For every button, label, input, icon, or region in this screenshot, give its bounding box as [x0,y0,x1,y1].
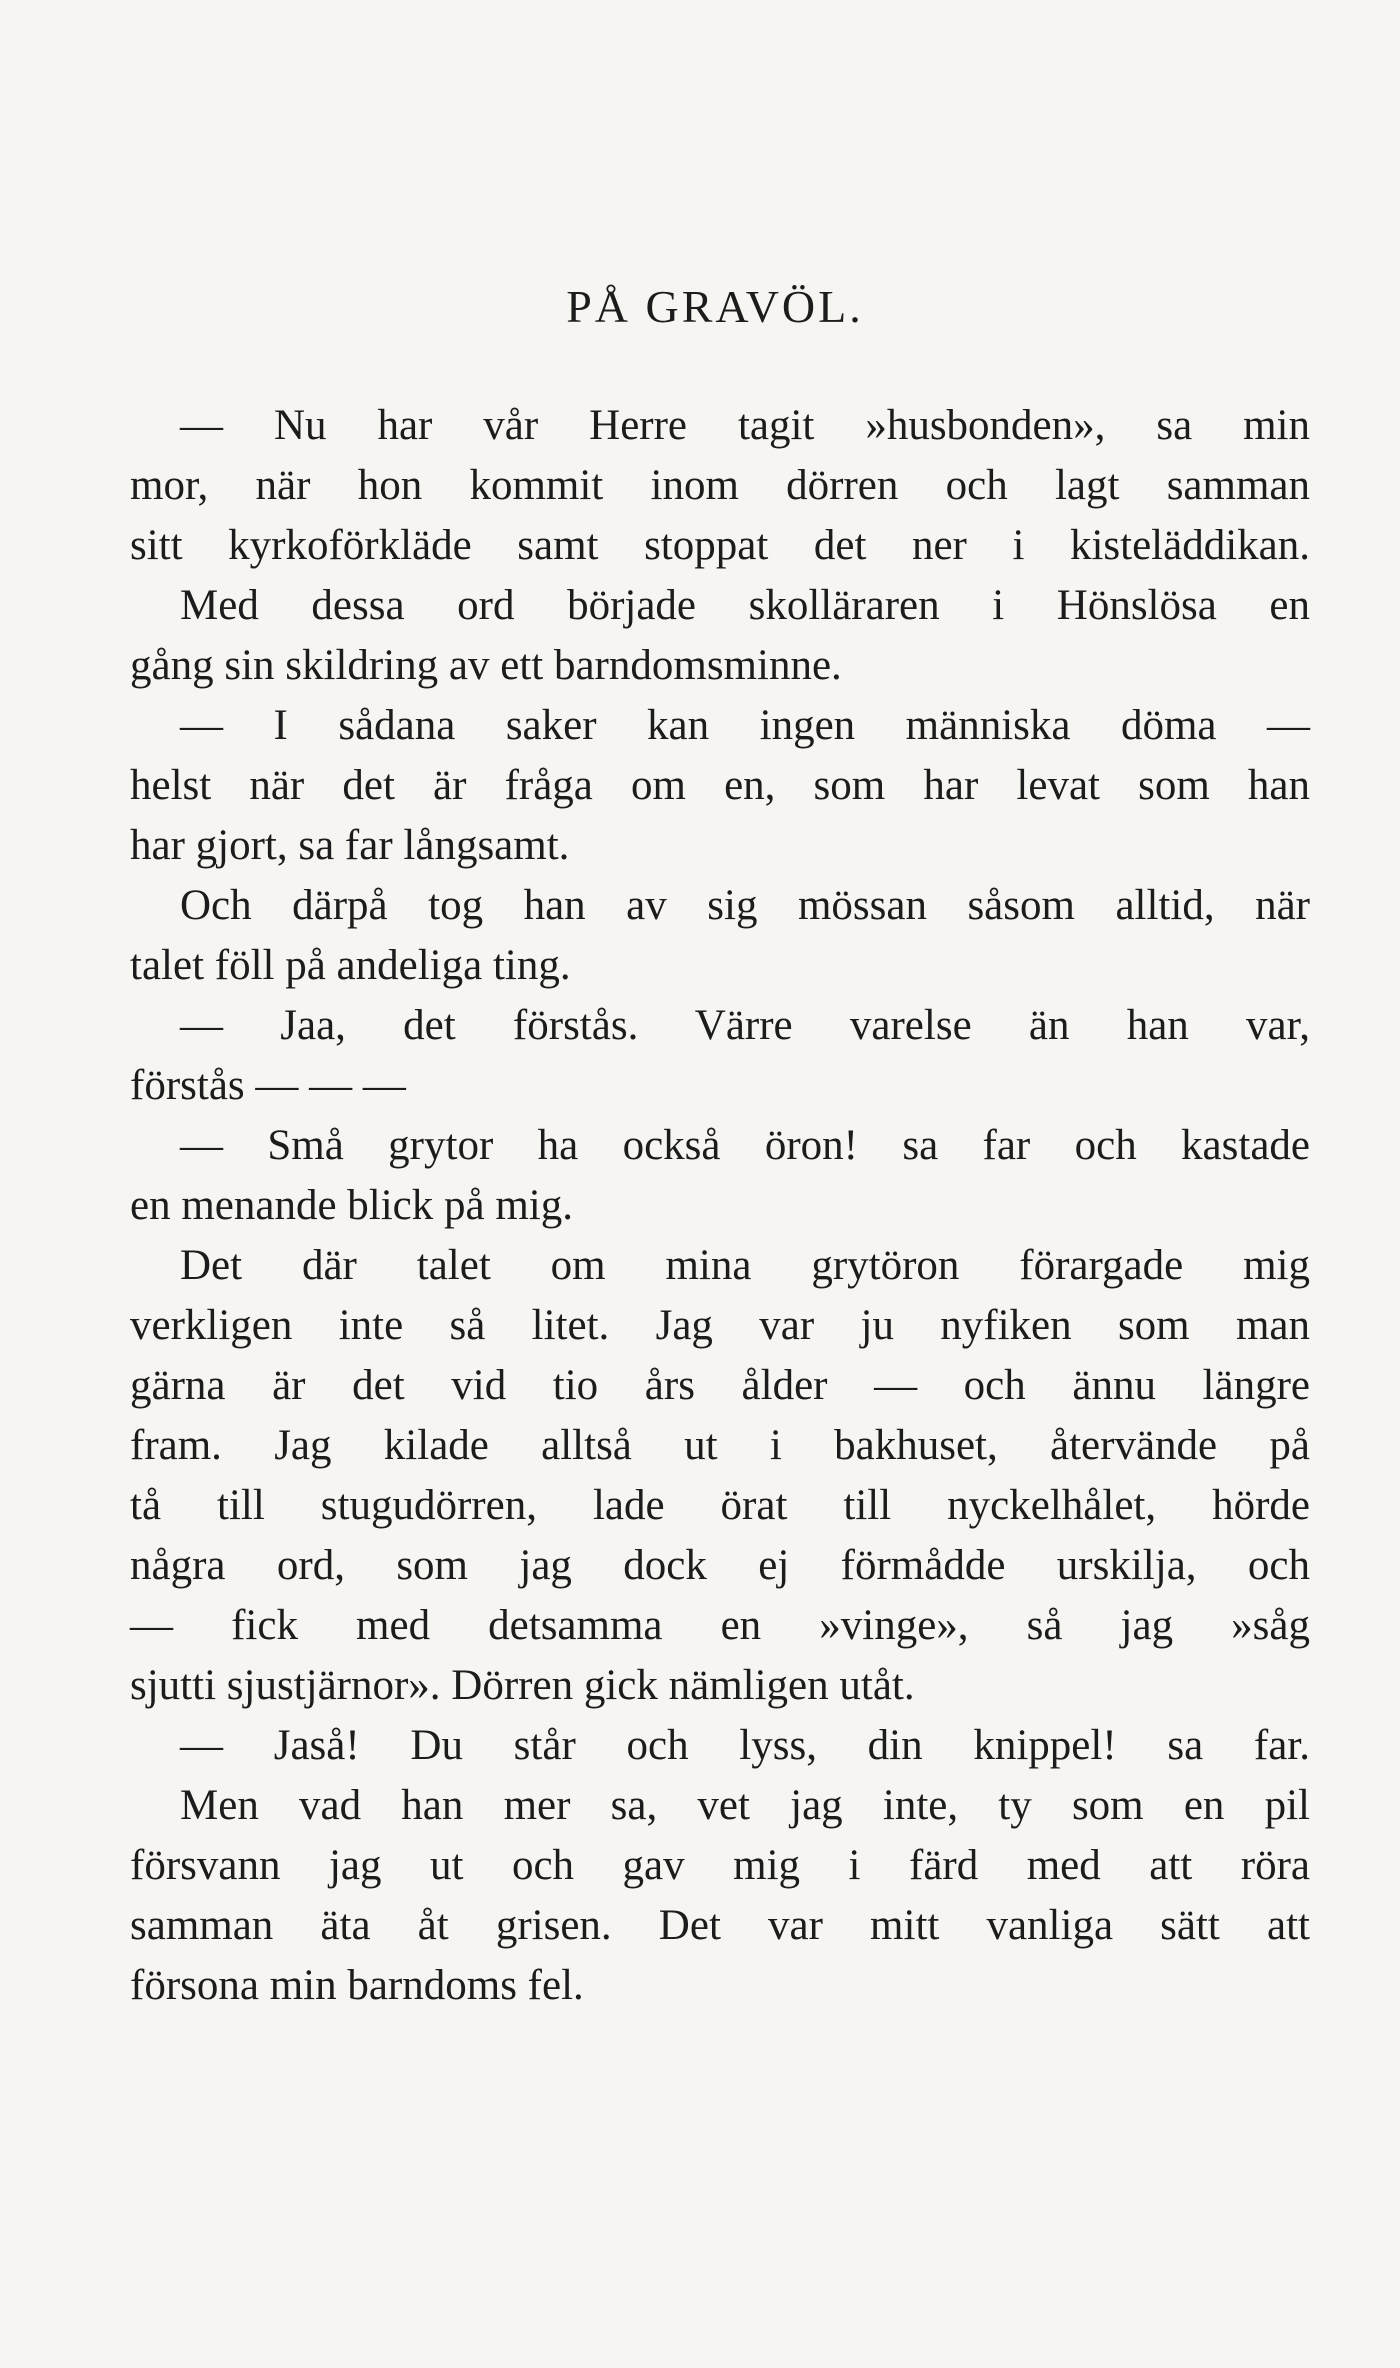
text-line: Men vad han mer sa, vet jag inte, ty som en pil [180,1782,1310,1829]
text-line: tå till stugudörren, lade örat till nyckelhålet, hörde [130,1482,1310,1529]
text-line: — I sådana saker kan ingen människa döma — [180,702,1310,749]
text-line: talet föll på andeliga ting. [130,942,571,989]
text-line: verkligen inte så litet. Jag var ju nyfiken som man [130,1302,1310,1349]
text-line: mor, när hon kommit inom dörren och lagt samman [130,462,1310,509]
text-line: Och därpå tog han av sig mössan såsom alltid, när [180,882,1310,929]
text-line: helst när det är fråga om en, som har levat som han [130,762,1310,809]
text-line: förstås — — — [130,1062,406,1109]
text-line: sitt kyrkoförkläde samt stoppat det ner i kisteläddikan. [130,522,1310,569]
text-line: försvann jag ut och gav mig i färd med att röra [130,1842,1310,1889]
text-line: fram. Jag kilade alltså ut i bakhuset, återvände på [130,1422,1310,1469]
text-line: har gjort, sa far långsamt. [130,822,570,869]
chapter-title: PÅ GRAVÖL. [566,281,864,332]
text-line: — Jaså! Du står och lyss, din knippel! sa far. [180,1722,1310,1769]
text-line: en menande blick på mig. [130,1182,573,1229]
text-line: — Jaa, det förstås. Värre varelse än han var, [180,1002,1310,1049]
text-line: — fick med detsamma en »vinge», så jag »såg [130,1602,1310,1649]
text-line: samman äta åt grisen. Det var mitt vanliga sätt att [130,1902,1310,1949]
text-line: Med dessa ord började skolläraren i Hönslösa en [180,582,1310,629]
text-line: gång sin skildring av ett barndomsminne. [130,642,842,689]
text-line: gärna är det vid tio års ålder — och ännu längre [130,1362,1310,1409]
text-line: — Nu har vår Herre tagit »husbonden», sa min [180,402,1310,449]
text-line: — Små grytor ha också öron! sa far och kastade [180,1122,1310,1169]
text-line: sjutti sjustjärnor». Dörren gick nämligen utåt. [130,1662,915,1709]
text-line: Det där talet om mina grytöron förargade mig [180,1242,1310,1289]
chapter-text [130,396,1310,2016]
text-line: några ord, som jag dock ej förmådde urskilja, och [130,1542,1310,1589]
text-line: försona min barndoms fel. [130,1962,584,2009]
